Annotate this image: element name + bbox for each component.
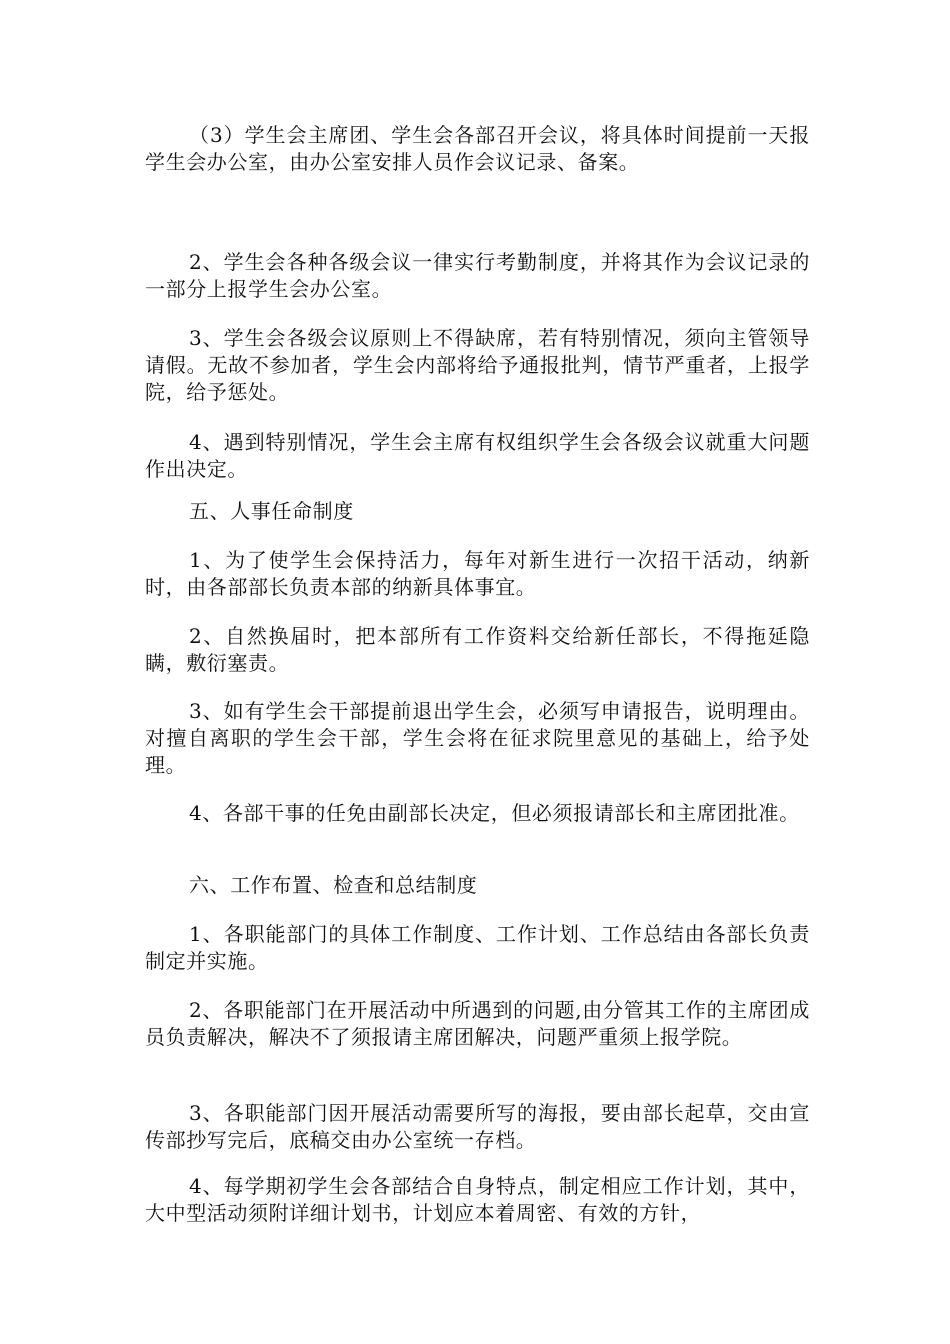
paragraph-work-plans: 1、各职能部门的具体工作制度、工作计划、工作总结由各部长负责制定并实施。: [145, 922, 810, 973]
paragraph-posters: 3、各职能部门因开展活动需要所写的海报，要由部长起草，交由宣传部抄写完后，底稿交由办公室统一存档。: [145, 1101, 810, 1152]
paragraph-resignation: 3、如有学生会干部提前退出学生会，必须写申请报告，说明理由。对擅自离职的学生会干部，学生会将在征求院里意见的基础上，给予处理。: [145, 699, 810, 777]
paragraph-meeting-record: （3）学生会主席团、学生会各部召开会议，将具体时间提前一天报学生会办公室，由办公室安排人员作会议记录、备案。: [145, 123, 810, 174]
section-heading-work-system: 六、工作布置、检查和总结制度: [189, 873, 478, 897]
paragraph-recruitment: 1、为了使学生会保持活力，每年对新生进行一次招干活动，纳新时，由各部部长负责本部的纳新具体事宜。: [145, 548, 810, 599]
paragraph-special-meetings: 4、遇到特别情况，学生会主席有权组织学生会各级会议就重大问题作出决定。: [145, 430, 810, 481]
paragraph-semester-plan: 4、每学期初学生会各部结合自身特点，制定相应工作计划，其中，大中型活动须附详细计划书，计划应本着周密、有效的方针，: [145, 1174, 810, 1225]
section-heading-appointment: 五、人事任命制度: [189, 499, 354, 523]
paragraph-handover: 2、自然换届时，把本部所有工作资料交给新任部长，不得拖延隐瞒，敷衍塞责。: [145, 624, 810, 675]
paragraph-problem-solving: 2、各职能部门在开展活动中所遇到的问题,由分管其工作的主席团成员负责解决，解决不了须报请主席团解决，问题严重须上报学院。: [145, 998, 810, 1049]
paragraph-staff-appointment: 4、各部干事的任免由副部长决定，但必须报请部长和主席团批准。: [189, 801, 800, 825]
paragraph-absence-rules: 3、学生会各级会议原则上不得缺席，若有特别情况，须向主管领导请假。无故不参加者，学生会内部将给予通报批判，情节严重者，上报学院，给予惩处。: [145, 326, 810, 404]
paragraph-attendance: 2、学生会各种各级会议一律实行考勤制度，并将其作为会议记录的一部分上报学生会办公室。: [145, 250, 810, 301]
